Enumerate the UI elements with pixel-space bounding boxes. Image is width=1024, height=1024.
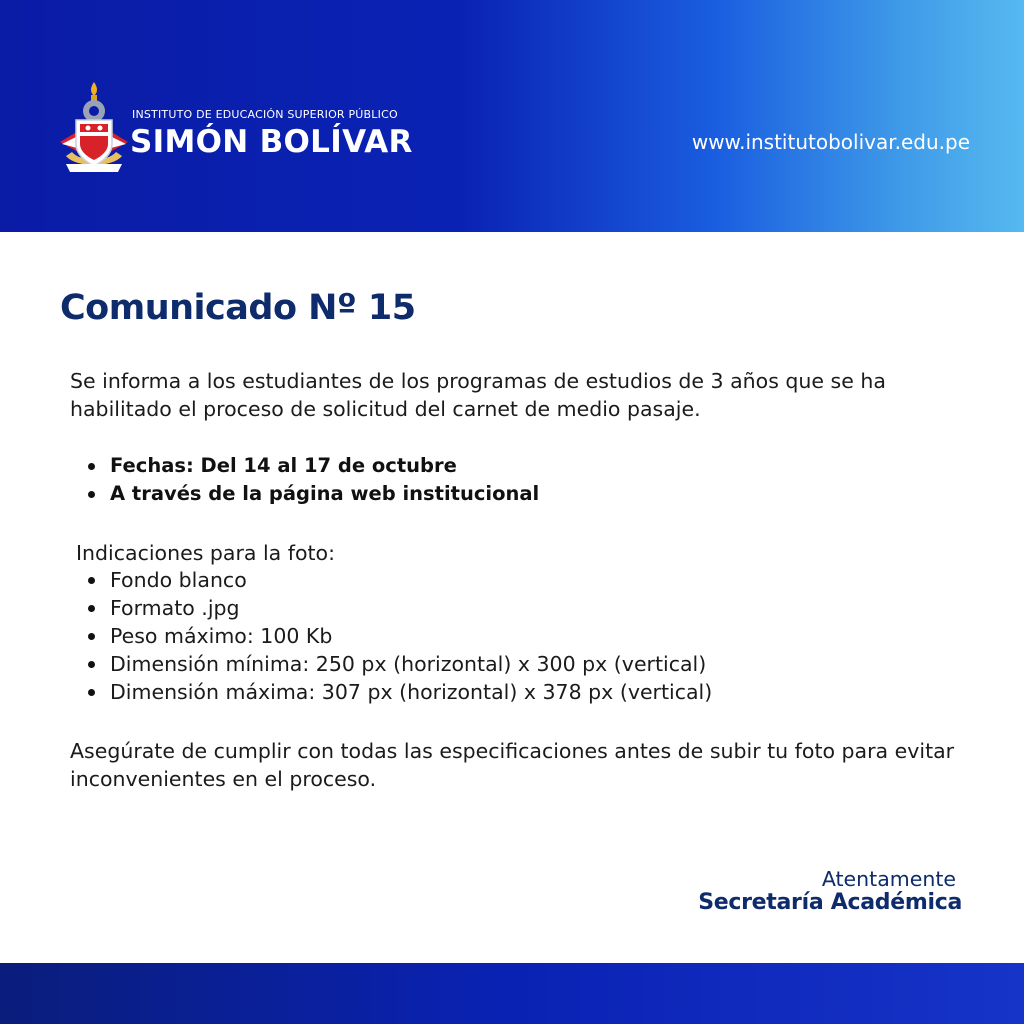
key-points-list xyxy=(70,452,539,508)
footer-bar xyxy=(0,963,1024,1024)
list-item: A través de la página web institucional xyxy=(70,480,539,508)
institution-name: SIMÓN BOLÍVAR xyxy=(130,124,413,160)
list-item: Fondo blanco xyxy=(70,566,712,594)
page-title: Comunicado Nº 15 xyxy=(60,288,416,328)
institute-crest-icon xyxy=(56,78,132,178)
list-item: Formato .jpg xyxy=(70,594,712,622)
list-item: Fechas: Del 14 al 17 de octubre xyxy=(70,452,539,480)
signature-office: Secretaría Académica xyxy=(698,890,962,915)
list-item: Dimensión mínima: 250 px (horizontal) x 300 px (vertical) xyxy=(70,650,712,678)
photo-requirements-heading: Indicaciones para la foto: xyxy=(76,541,335,565)
intro-paragraph: Se informa a los estudiantes de los programas de estudios de 3 años que se ha habilitado el proceso de solicitud del carnet de medio pasaje. xyxy=(70,369,886,421)
list-item: Peso máximo: 100 Kb xyxy=(70,622,712,650)
signature-greeting: Atentamente xyxy=(821,867,956,891)
photo-requirements-list xyxy=(70,566,712,706)
list-item: Dimensión máxima: 307 px (horizontal) x 378 px (vertical) xyxy=(70,678,712,706)
institution-kicker: INSTITUTO DE EDUCACIÓN SUPERIOR PÚBLICO xyxy=(132,108,398,121)
website-url[interactable]: www.institutobolivar.edu.pe xyxy=(691,130,970,154)
outro-paragraph: Asegúrate de cumplir con todas las especificaciones antes de subir tu foto para evitar inconvenientes en el proceso. xyxy=(70,739,955,791)
header-banner xyxy=(0,0,1024,232)
